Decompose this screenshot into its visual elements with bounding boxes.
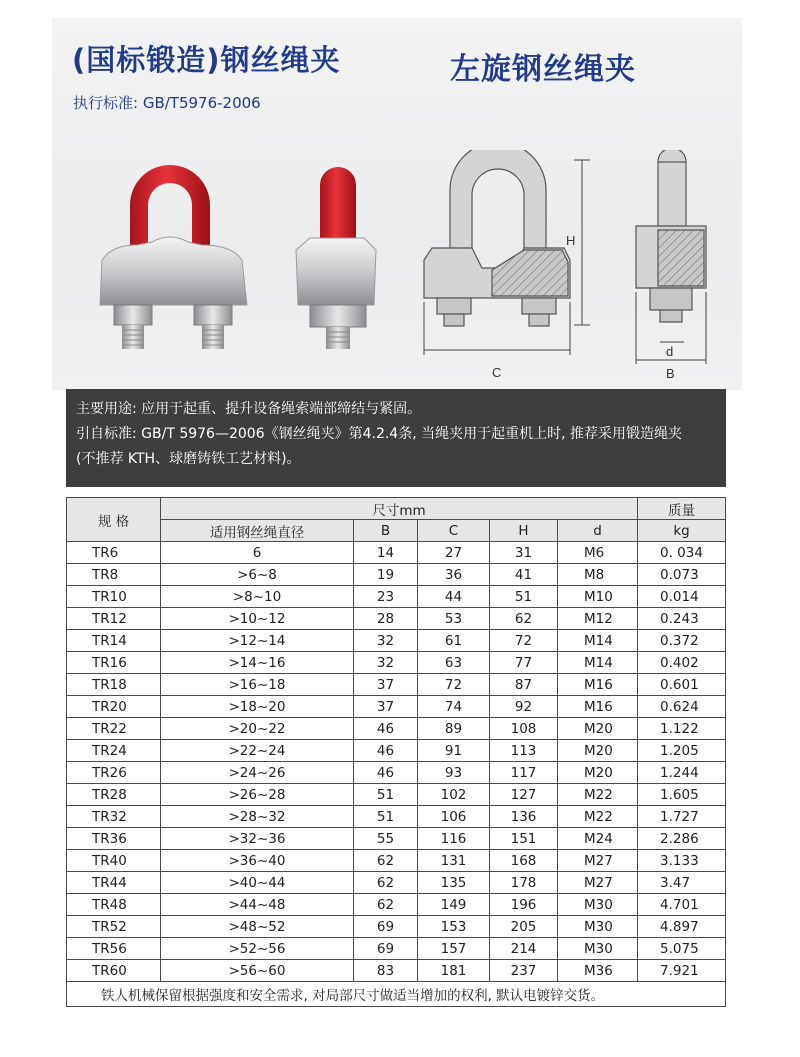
cell-h: 214	[490, 938, 558, 960]
table-row	[67, 872, 726, 894]
cell-d: M22	[558, 806, 638, 828]
cell-spec: TR48	[67, 894, 161, 916]
cell-h: 108	[490, 718, 558, 740]
table-row	[67, 894, 726, 916]
cell-rope-diameter: 6	[161, 542, 354, 564]
cell-spec: TR26	[67, 762, 161, 784]
usage-line: 主要用途: 应用于起重、提升设备绳索端部缔结与紧固。	[76, 401, 422, 417]
cell-h: 77	[490, 652, 558, 674]
cell-d: M16	[558, 696, 638, 718]
cell-spec: TR28	[67, 784, 161, 806]
cell-rope-diameter: >12~14	[161, 630, 354, 652]
cell-d: M24	[558, 828, 638, 850]
cell-weight: 0.073	[638, 564, 726, 586]
cell-weight: 0.402	[638, 652, 726, 674]
cell-spec: TR14	[67, 630, 161, 652]
clip-photo-front	[100, 165, 247, 349]
cell-weight: 0.372	[638, 630, 726, 652]
header-d: d	[558, 520, 638, 542]
table-row	[67, 586, 726, 608]
cell-c: 153	[418, 916, 490, 938]
cell-rope-diameter: >44~48	[161, 894, 354, 916]
cell-spec: TR18	[67, 674, 161, 696]
cell-rope-diameter: >22~24	[161, 740, 354, 762]
cell-c: 135	[418, 872, 490, 894]
cell-h: 178	[490, 872, 558, 894]
cell-h: 41	[490, 564, 558, 586]
cell-weight: 5.075	[638, 938, 726, 960]
cell-spec: TR56	[67, 938, 161, 960]
cell-h: 31	[490, 542, 558, 564]
clip-photo-side	[296, 167, 376, 349]
cell-h: 237	[490, 960, 558, 982]
cell-b: 46	[354, 740, 418, 762]
cell-d: M6	[558, 542, 638, 564]
cell-d: M20	[558, 762, 638, 784]
cell-spec: TR24	[67, 740, 161, 762]
cell-spec: TR32	[67, 806, 161, 828]
cell-c: 44	[418, 586, 490, 608]
cell-b: 62	[354, 894, 418, 916]
cell-c: 131	[418, 850, 490, 872]
cell-d: M16	[558, 674, 638, 696]
cell-d: M10	[558, 586, 638, 608]
cell-d: M27	[558, 872, 638, 894]
cell-d: M14	[558, 630, 638, 652]
table-row	[67, 828, 726, 850]
table-row	[67, 608, 726, 630]
cell-h: 51	[490, 586, 558, 608]
cell-weight: 4.701	[638, 894, 726, 916]
header-spec: 规 格	[67, 498, 161, 542]
cell-d: M14	[558, 652, 638, 674]
cell-d: M22	[558, 784, 638, 806]
cell-c: 89	[418, 718, 490, 740]
cell-rope-diameter: >26~28	[161, 784, 354, 806]
product-illustration	[52, 150, 742, 390]
cell-h: 205	[490, 916, 558, 938]
table-footnote: 铁人机械保留根据强度和安全需求, 对局部尺寸做适当增加的权利, 默认电镀锌交货。	[67, 982, 726, 1007]
dimension-label-d: d	[666, 344, 674, 359]
cell-weight: 3.133	[638, 850, 726, 872]
cell-weight: 1.244	[638, 762, 726, 784]
cell-b: 46	[354, 762, 418, 784]
cell-h: 87	[490, 674, 558, 696]
cell-spec: TR60	[67, 960, 161, 982]
cell-rope-diameter: >8~10	[161, 586, 354, 608]
cell-h: 136	[490, 806, 558, 828]
cell-b: 28	[354, 608, 418, 630]
cell-h: 151	[490, 828, 558, 850]
cell-spec: TR12	[67, 608, 161, 630]
table-row	[67, 630, 726, 652]
cell-weight: 1.727	[638, 806, 726, 828]
cell-d: M30	[558, 894, 638, 916]
cell-b: 23	[354, 586, 418, 608]
spec-table	[66, 497, 726, 1007]
table-row	[67, 718, 726, 740]
header-b: B	[354, 520, 418, 542]
cell-h: 127	[490, 784, 558, 806]
cell-d: M36	[558, 960, 638, 982]
cell-rope-diameter: >36~40	[161, 850, 354, 872]
cell-h: 196	[490, 894, 558, 916]
standard-reference-line: 引自标准: GB/T 5976—2006《钢丝绳夹》第4.2.4条, 当绳夹用于起重机上时, 推荐采用锻造绳夹	[76, 426, 683, 442]
header-weight: 质量	[638, 498, 726, 520]
cell-c: 61	[418, 630, 490, 652]
cell-d: M20	[558, 718, 638, 740]
technical-drawing-front	[424, 150, 590, 355]
table-row	[67, 674, 726, 696]
table-row	[67, 542, 726, 564]
technical-drawing-side	[636, 150, 706, 364]
table-row	[67, 740, 726, 762]
cell-d: M8	[558, 564, 638, 586]
cell-b: 32	[354, 652, 418, 674]
cell-spec: TR10	[67, 586, 161, 608]
cell-b: 37	[354, 674, 418, 696]
cell-spec: TR20	[67, 696, 161, 718]
cell-b: 37	[354, 696, 418, 718]
cell-b: 46	[354, 718, 418, 740]
cell-d: M12	[558, 608, 638, 630]
cell-rope-diameter: >56~60	[161, 960, 354, 982]
table-row	[67, 806, 726, 828]
cell-b: 19	[354, 564, 418, 586]
cell-rope-diameter: >20~22	[161, 718, 354, 740]
cell-b: 32	[354, 630, 418, 652]
table-row	[67, 696, 726, 718]
cell-c: 27	[418, 542, 490, 564]
cell-weight: 1.605	[638, 784, 726, 806]
cell-c: 53	[418, 608, 490, 630]
cell-spec: TR6	[67, 542, 161, 564]
cell-h: 113	[490, 740, 558, 762]
cell-rope-diameter: >14~16	[161, 652, 354, 674]
cell-weight: 1.205	[638, 740, 726, 762]
cell-b: 69	[354, 938, 418, 960]
cell-c: 181	[418, 960, 490, 982]
cell-rope-diameter: >18~20	[161, 696, 354, 718]
cell-c: 36	[418, 564, 490, 586]
cell-b: 14	[354, 542, 418, 564]
cell-d: M27	[558, 850, 638, 872]
dimension-label-c: C	[492, 365, 502, 380]
usage-info-box	[66, 389, 726, 487]
cell-h: 72	[490, 630, 558, 652]
cell-h: 168	[490, 850, 558, 872]
cell-weight: 3.47	[638, 872, 726, 894]
table-row	[67, 960, 726, 982]
cell-d: M20	[558, 740, 638, 762]
cell-spec: TR8	[67, 564, 161, 586]
cell-c: 149	[418, 894, 490, 916]
cell-weight: 0.014	[638, 586, 726, 608]
product-subtitle: 左旋钢丝绳夹	[450, 52, 636, 87]
cell-rope-diameter: >28~32	[161, 806, 354, 828]
cell-rope-diameter: >48~52	[161, 916, 354, 938]
header-kg: kg	[638, 520, 726, 542]
cell-h: 92	[490, 696, 558, 718]
cell-b: 83	[354, 960, 418, 982]
material-note-line: (不推荐 KTH、球磨铸铁工艺材料)。	[76, 451, 301, 467]
table-row	[67, 916, 726, 938]
cell-h: 117	[490, 762, 558, 784]
cell-c: 72	[418, 674, 490, 696]
table-row	[67, 762, 726, 784]
cell-spec: TR40	[67, 850, 161, 872]
table-row	[67, 564, 726, 586]
table-row	[67, 784, 726, 806]
cell-b: 62	[354, 872, 418, 894]
cell-b: 51	[354, 806, 418, 828]
cell-weight: 0.624	[638, 696, 726, 718]
standard-label: 执行标准: GB/T5976-2006	[73, 94, 261, 112]
cell-c: 63	[418, 652, 490, 674]
table-row	[67, 652, 726, 674]
table-row	[67, 850, 726, 872]
cell-weight: 0.243	[638, 608, 726, 630]
cell-weight: 0. 034	[638, 542, 726, 564]
cell-b: 51	[354, 784, 418, 806]
cell-rope-diameter: >40~44	[161, 872, 354, 894]
table-row	[67, 938, 726, 960]
header-h: H	[490, 520, 558, 542]
cell-b: 62	[354, 850, 418, 872]
cell-c: 116	[418, 828, 490, 850]
dimension-label-b: B	[666, 366, 675, 381]
cell-spec: TR52	[67, 916, 161, 938]
cell-c: 93	[418, 762, 490, 784]
cell-d: M30	[558, 938, 638, 960]
cell-spec: TR22	[67, 718, 161, 740]
cell-rope-diameter: >16~18	[161, 674, 354, 696]
header-c: C	[418, 520, 490, 542]
cell-rope-diameter: >24~26	[161, 762, 354, 784]
cell-c: 74	[418, 696, 490, 718]
cell-spec: TR36	[67, 828, 161, 850]
cell-spec: TR44	[67, 872, 161, 894]
cell-weight: 7.921	[638, 960, 726, 982]
cell-spec: TR16	[67, 652, 161, 674]
cell-b: 55	[354, 828, 418, 850]
spec-table-wrapper	[66, 497, 725, 1007]
cell-rope-diameter: >10~12	[161, 608, 354, 630]
cell-rope-diameter: >32~36	[161, 828, 354, 850]
cell-weight: 2.286	[638, 828, 726, 850]
dimension-label-h: H	[566, 233, 576, 248]
cell-weight: 0.601	[638, 674, 726, 696]
spec-table-body	[67, 542, 726, 982]
header-size: 尺寸mm	[161, 498, 638, 520]
cell-c: 102	[418, 784, 490, 806]
header-rope-diameter: 适用钢丝绳直径	[161, 520, 354, 542]
cell-c: 157	[418, 938, 490, 960]
cell-h: 62	[490, 608, 558, 630]
cell-c: 91	[418, 740, 490, 762]
cell-b: 69	[354, 916, 418, 938]
cell-d: M30	[558, 916, 638, 938]
cell-weight: 4.897	[638, 916, 726, 938]
cell-rope-diameter: >6~8	[161, 564, 354, 586]
cell-rope-diameter: >52~56	[161, 938, 354, 960]
cell-c: 106	[418, 806, 490, 828]
page-title: (国标锻造)钢丝绳夹	[72, 43, 341, 77]
cell-weight: 1.122	[638, 718, 726, 740]
